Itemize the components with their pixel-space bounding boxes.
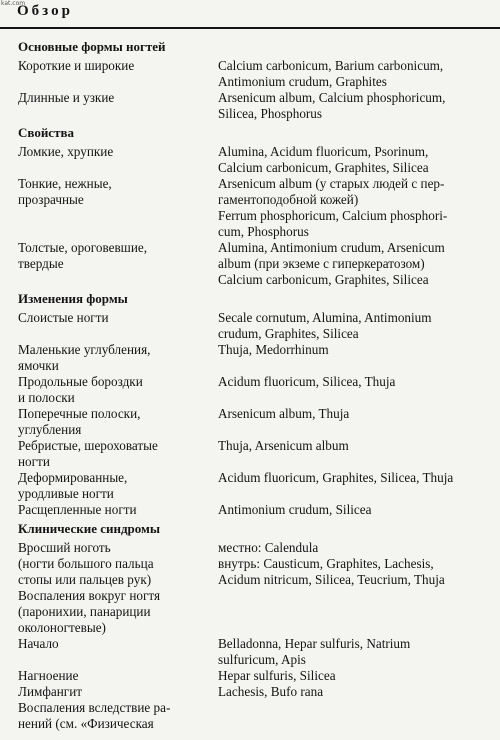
remedy-line: гаментоподобной кожей) xyxy=(218,192,359,207)
remedy-list xyxy=(218,310,486,342)
remedy-line: Silicea, Phosphorus xyxy=(218,106,323,121)
remedy-list xyxy=(218,240,486,288)
remedy-line: Acidum nitricum, Silicea, Teucrium, Thuja xyxy=(218,572,445,587)
remedy-line: Alumina, Acidum fluoricum, Psorinum, xyxy=(218,144,429,159)
remedy-line: Ferrum phosphoricum, Calcium phosphori- xyxy=(218,208,448,223)
symptom-label xyxy=(18,438,218,470)
symptom-line: Лимфангит xyxy=(18,684,83,699)
page-header: Обзор xyxy=(17,3,73,19)
remedy-line: Thuja, Arsenicum album xyxy=(218,438,349,453)
remedy-line: album (при экземе с гиперкератозом) xyxy=(218,256,425,271)
symptom-line: Расщепленные ногти xyxy=(18,502,137,517)
remedy-line: Calcium carbonicum, Graphites, Silicea xyxy=(218,160,429,175)
symptom-line: уродливые ногти xyxy=(18,486,114,501)
symptom-label xyxy=(18,700,218,732)
remedy-list xyxy=(218,700,486,732)
remedy-list xyxy=(218,58,486,90)
symptom-line: (паронихии, панариции xyxy=(18,604,151,619)
remedy-list xyxy=(218,144,486,176)
remedy-line: Acidum fluoricum, Graphites, Silicea, Thuja xyxy=(218,470,454,485)
remedy-list xyxy=(218,668,486,684)
remedy-line: внутрь: Causticum, Graphites, Lachesis, xyxy=(218,556,434,571)
symptom-line: прозрачные xyxy=(18,192,84,207)
remedy-list xyxy=(218,470,486,502)
symptom-line: Ломкие, хрупкие xyxy=(18,144,114,159)
symptom-label xyxy=(18,374,218,406)
remedy-line: Antimonium crudum, Graphites xyxy=(218,74,387,89)
symptom-line: Слоистые ногти xyxy=(18,310,109,325)
symptom-line: (ногти большого пальца xyxy=(18,556,154,571)
table-row xyxy=(18,58,488,90)
symptom-label xyxy=(18,540,218,588)
remedy-list xyxy=(218,540,486,588)
table-row xyxy=(18,144,488,176)
corner-mark: kat.com xyxy=(1,0,26,7)
symptom-line: Продольные бороздки xyxy=(18,374,143,389)
table-row xyxy=(18,310,488,342)
table-row xyxy=(18,470,488,502)
table-row xyxy=(18,588,488,636)
remedy-line: Belladonna, Hepar sulfuris, Natrium xyxy=(218,636,411,651)
table-row xyxy=(18,240,488,288)
symptom-line: Поперечные полоски, xyxy=(18,406,141,421)
remedy-list xyxy=(218,438,486,470)
table-row xyxy=(18,90,488,122)
section-heading: Клинические синдромы xyxy=(18,521,161,536)
table-row xyxy=(18,342,488,374)
remedy-list xyxy=(218,342,486,374)
table-row xyxy=(18,374,488,406)
symptom-line: Деформированные, xyxy=(18,470,128,485)
remedy-line: sulfuricum, Apis xyxy=(218,652,306,667)
symptom-line: углубления xyxy=(18,422,82,437)
remedy-table xyxy=(18,36,488,732)
symptom-line: Воспаления вследствие ра- xyxy=(18,700,171,715)
remedy-line: Lachesis, Bufo rana xyxy=(218,684,324,699)
remedy-line: crudum, Graphites, Silicea xyxy=(218,326,359,341)
table-row xyxy=(18,684,488,700)
symptom-line: Длинные и узкие xyxy=(18,90,115,105)
table-row xyxy=(18,502,488,518)
remedy-list xyxy=(218,176,486,240)
remedy-list xyxy=(218,374,486,406)
symptom-label xyxy=(18,58,218,90)
symptom-line: Маленькие углубления, xyxy=(18,342,151,357)
symptom-label xyxy=(18,502,218,518)
symptom-label xyxy=(18,240,218,288)
symptom-line: Толстые, ороговевшие, xyxy=(18,240,148,255)
remedy-line xyxy=(218,588,486,604)
symptom-label xyxy=(18,310,218,342)
remedy-list xyxy=(218,90,486,122)
symptom-line: ногти xyxy=(18,454,50,469)
symptom-line: Начало xyxy=(18,636,59,651)
remedy-list xyxy=(218,502,486,518)
remedy-line: Arsenicum album (у старых людей с пер- xyxy=(218,176,445,191)
symptom-label xyxy=(18,406,218,438)
header-rule xyxy=(0,27,500,29)
symptom-label xyxy=(18,668,218,684)
symptom-line: Воспаления вокруг ногтя xyxy=(18,588,161,603)
table-row xyxy=(18,700,488,732)
section-heading: Свойства xyxy=(18,125,74,140)
symptom-label xyxy=(18,144,218,176)
remedy-line: Calcium carbonicum, Graphites, Silicea xyxy=(218,272,429,287)
symptom-line: твердые xyxy=(18,256,64,271)
remedy-line: Arsenicum album, Thuja xyxy=(218,406,350,421)
remedy-line: Arsenicum album, Calcium phosphoricum, xyxy=(218,90,446,105)
table-row xyxy=(18,668,488,684)
remedy-list xyxy=(218,588,486,636)
symptom-line: нений (см. «Физическая xyxy=(18,716,154,731)
symptom-line: Ребристые, шероховатые xyxy=(18,438,158,453)
remedy-line: Secale cornutum, Alumina, Antimonium xyxy=(218,310,432,325)
symptom-line: и полоски xyxy=(18,390,75,405)
symptom-line: околоногтевые) xyxy=(18,620,106,635)
remedy-line: Acidum fluoricum, Silicea, Thuja xyxy=(218,374,396,389)
remedy-line: Hepar sulfuris, Silicea xyxy=(218,668,336,683)
symptom-label xyxy=(18,90,218,122)
symptom-label xyxy=(18,470,218,502)
symptom-label xyxy=(18,684,218,700)
remedy-line: местно: Calendula xyxy=(218,540,319,555)
remedy-line xyxy=(218,700,486,716)
symptom-line: Вросший ноготь xyxy=(18,540,111,555)
section-heading: Изменения формы xyxy=(18,291,128,306)
symptom-label xyxy=(18,636,218,668)
table-row xyxy=(18,438,488,470)
table-row xyxy=(18,636,488,668)
remedy-list xyxy=(218,636,486,668)
table-row xyxy=(18,406,488,438)
symptom-line: ямочки xyxy=(18,358,59,373)
remedy-line: Thuja, Medorrhinum xyxy=(218,342,329,357)
symptom-line: стопы или пальцев рук) xyxy=(18,572,152,587)
symptom-label xyxy=(18,588,218,636)
remedy-line: Alumina, Antimonium crudum, Arsenicum xyxy=(218,240,445,255)
symptom-label xyxy=(18,176,218,240)
symptom-line: Короткие и широкие xyxy=(18,58,135,73)
remedy-list xyxy=(218,406,486,438)
remedy-line: cum, Phosphorus xyxy=(218,224,309,239)
symptom-line: Нагноение xyxy=(18,668,79,683)
section-heading: Основные формы ногтей xyxy=(18,39,166,54)
remedy-line: Calcium carbonicum, Barium carbonicum, xyxy=(218,58,444,73)
symptom-line: Тонкие, нежные, xyxy=(18,176,112,191)
table-row xyxy=(18,540,488,588)
remedy-line: Antimonium crudum, Silicea xyxy=(218,502,372,517)
remedy-list xyxy=(218,684,486,700)
table-row xyxy=(18,176,488,240)
symptom-label xyxy=(18,342,218,374)
